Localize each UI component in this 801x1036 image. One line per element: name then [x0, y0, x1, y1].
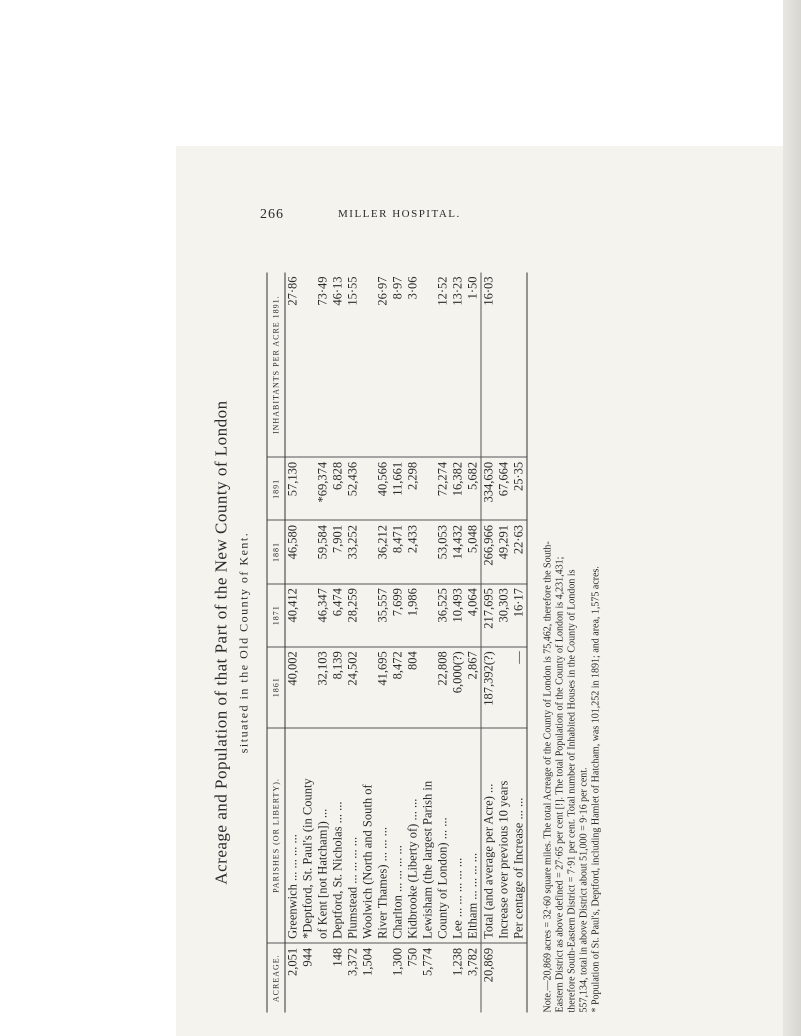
cell-density — [497, 273, 512, 458]
cell-y1881: 53,053 — [436, 520, 451, 583]
cell-density: 3·06 — [406, 273, 421, 458]
cell-y1861: 6,000(?) — [451, 647, 466, 728]
cell-parish: *Deptford, St. Paul's (in County — [301, 728, 316, 944]
cell-acreage: 944 — [300, 947, 315, 967]
cell-acreage — [512, 943, 528, 1012]
cell-y1861: 40,002 — [285, 647, 301, 728]
cell-density — [361, 273, 376, 458]
cell-parish: County of London) ... ... — [436, 728, 451, 944]
note-line: * Population of St. Paul's, Deptford, including Hamlet of Hatcham, was 101,252 in 1891; and area, 1,575 acres. — [590, 566, 602, 1013]
table-subtitle: situated in the Old County of Kent. — [236, 531, 251, 754]
cell-y1891: 57,130 — [285, 457, 301, 520]
running-header — [260, 207, 560, 225]
cell-y1891: *69,374 — [316, 457, 331, 520]
col-1861: 1861 — [267, 647, 285, 728]
table-body — [285, 273, 527, 1013]
table-row — [436, 273, 451, 1013]
cell-y1871: 1,986 — [406, 584, 421, 647]
cell-y1881 — [301, 520, 316, 583]
cell-y1871: 28,259 — [346, 584, 361, 647]
cell-density: 27·86 — [285, 273, 301, 458]
cell-density — [512, 273, 528, 458]
table-row — [346, 273, 361, 1013]
cell-y1871: 30,303 — [497, 584, 512, 647]
cell-acreage: 3,782 — [465, 947, 480, 977]
cell-parish: Deptford, St. Nicholas ... ... — [331, 728, 346, 944]
cell-y1861: 2,867 — [466, 647, 482, 728]
cell-acreage — [316, 943, 331, 1012]
cell-parish: River Thames) ... ... ... — [376, 728, 391, 944]
cell-y1891: 72,274 — [436, 457, 451, 520]
cell-density: 12·52 — [436, 273, 451, 458]
cell-y1871 — [301, 584, 316, 647]
cell-y1861: 22,808 — [436, 647, 451, 728]
cell-acreage: 3,372 — [345, 947, 360, 977]
cell-parish: Greenwich ... ... ... ... — [285, 728, 301, 944]
cell-y1871 — [361, 584, 376, 647]
cell-density: 73·49 — [316, 273, 331, 458]
table-row — [421, 273, 436, 1013]
cell-y1891 — [361, 457, 376, 520]
cell-y1861 — [497, 647, 512, 728]
col-1871: 1871 — [267, 584, 285, 647]
cell-acreage: 1,238 — [450, 947, 465, 977]
cell-parish: Plumstead ... ... ... ... — [346, 728, 361, 944]
cell-y1871: 6,474 — [331, 584, 346, 647]
cell-y1871: 46,347 — [316, 584, 331, 647]
cell-y1861 — [301, 647, 316, 728]
col-1881: 1881 — [267, 520, 285, 583]
cell-y1891: 2,298 — [406, 457, 421, 520]
cell-acreage — [436, 943, 451, 1012]
table-row — [497, 273, 512, 1013]
col-acreage: ACREAGE. — [267, 943, 285, 1012]
cell-y1861: 187,392(?) — [481, 647, 497, 728]
cell-density: 46·13 — [331, 273, 346, 458]
cell-y1891: 6,828 — [331, 457, 346, 520]
cell-y1891 — [301, 457, 316, 520]
table-row — [512, 273, 528, 1013]
cell-y1881 — [421, 520, 436, 583]
cell-y1871: 10,493 — [451, 584, 466, 647]
cell-parish: Charlton ... ... ... ... — [391, 728, 406, 944]
cell-acreage: 5,774 — [420, 947, 435, 977]
cell-acreage: 750 — [405, 947, 420, 967]
cell-y1881: 33,252 — [346, 520, 361, 583]
cell-y1881: 7,901 — [331, 520, 346, 583]
cell-y1891: 67,664 — [497, 457, 512, 520]
table-row — [376, 273, 391, 1013]
table-title — [211, 273, 255, 1013]
table-row — [316, 273, 331, 1013]
table-header-row — [267, 273, 285, 1013]
cell-parish: Lewisham (the largest Parish in — [421, 728, 436, 944]
cell-y1891: 40,566 — [376, 457, 391, 520]
cell-acreage: 2,051 — [285, 947, 300, 977]
cell-density: 8·97 — [391, 273, 406, 458]
running-head-title: MILLER HOSPITAL. — [338, 208, 461, 220]
cell-y1861: 32,103 — [316, 647, 331, 728]
cell-y1891: 16,382 — [451, 457, 466, 520]
cell-y1881: 46,580 — [285, 520, 301, 583]
cell-y1881: 2,433 — [406, 520, 421, 583]
cell-y1891: 52,436 — [346, 457, 361, 520]
table-row — [301, 273, 316, 1013]
page-edge — [783, 0, 801, 1036]
cell-y1891 — [421, 457, 436, 520]
table-row — [466, 273, 482, 1013]
cell-parish: Lee ... ... ... ... ... — [451, 728, 466, 944]
table-row — [406, 273, 421, 1013]
cell-y1881: 59,584 — [316, 520, 331, 583]
cell-acreage — [497, 943, 512, 1012]
table-title-main: Acreage and Population of that Part of the New County of London — [211, 400, 231, 885]
cell-parish: Total (and average per Acre) ... — [481, 728, 497, 944]
cell-y1871: 16·17 — [512, 584, 528, 647]
cell-parish: Eltham ... ... ... ... — [466, 728, 482, 944]
cell-y1871: 36,525 — [436, 584, 451, 647]
cell-acreage: 1,504 — [360, 947, 375, 977]
table-row — [285, 273, 301, 1013]
cell-y1861: — — [512, 647, 528, 728]
cell-y1871: 40,412 — [285, 584, 301, 647]
table-row — [331, 273, 346, 1013]
table-row — [451, 273, 466, 1013]
cell-y1861 — [421, 647, 436, 728]
cell-density — [421, 273, 436, 458]
cell-acreage: 1,300 — [390, 947, 405, 977]
cell-y1881 — [361, 520, 376, 583]
cell-parish: Per centage of Increase ... ... — [512, 728, 528, 944]
cell-y1861 — [361, 647, 376, 728]
cell-y1871: 217,695 — [481, 584, 497, 647]
col-parishes: PARISHES (OR LIBERTY). — [267, 728, 285, 944]
col-density: INHABITANTS PER ACRE 1891. — [267, 273, 285, 458]
cell-parish: Increase over previous 10 years — [497, 728, 512, 944]
cell-density: 15·55 — [346, 273, 361, 458]
cell-y1871: 4,064 — [466, 584, 482, 647]
cell-y1861: 8,472 — [391, 647, 406, 728]
col-1891: 1891 — [267, 457, 285, 520]
cell-y1881: 49,291 — [497, 520, 512, 583]
cell-acreage — [376, 943, 391, 1012]
cell-density: 26·97 — [376, 273, 391, 458]
note-line: therefore South-Eastern District = 7·91 per cent. Total number of Inhabited Houses in the County of London is — [566, 569, 578, 1013]
cell-density — [301, 273, 316, 458]
cell-parish: Kidbrooke (Liberty of) ... ... — [406, 728, 421, 944]
table-row — [361, 273, 376, 1013]
cell-y1891: 25·35 — [512, 457, 528, 520]
cell-y1871: 35,557 — [376, 584, 391, 647]
cell-y1881: 36,212 — [376, 520, 391, 583]
cell-y1871: 7,699 — [391, 584, 406, 647]
note-line: Eastern District as above defined = 27·65 per cent [!]. The total Population of the County of London is 4,231,431; — [554, 556, 566, 1013]
cell-y1881: 14,432 — [451, 520, 466, 583]
cell-parish: Woolwich (North and South of — [361, 728, 376, 944]
cell-y1881: 266,966 — [481, 520, 497, 583]
cell-y1891: 334,630 — [481, 457, 497, 520]
cell-y1861: 41,695 — [376, 647, 391, 728]
cell-parish: of Kent [not Hatcham]) ... — [316, 728, 331, 944]
cell-y1881: 5,048 — [466, 520, 482, 583]
cell-y1881: 8,471 — [391, 520, 406, 583]
cell-y1891: 5,682 — [466, 457, 482, 520]
cell-y1891: 11,661 — [391, 457, 406, 520]
table-row — [391, 273, 406, 1013]
cell-density: 1·50 — [466, 273, 482, 458]
cell-y1861: 8,139 — [331, 647, 346, 728]
cell-acreage: 148 — [330, 947, 345, 967]
cell-density: 13·23 — [451, 273, 466, 458]
cell-y1881: 22·63 — [512, 520, 528, 583]
note-line: Note.—20,869 acres = 32·60 square miles. The total Acreage of the County of London is 75,462, therefore the South- — [542, 541, 554, 1013]
table-row — [481, 273, 497, 1013]
cell-density: 16·03 — [481, 273, 497, 458]
page-number: 266 — [260, 207, 284, 222]
population-table — [267, 273, 528, 1013]
footnote — [543, 273, 603, 1013]
cell-y1861: 804 — [406, 647, 421, 728]
cell-y1871 — [421, 584, 436, 647]
cell-acreage: 20,869 — [481, 943, 497, 1012]
note-line: 557,134, total in above District about 51,000 = 9·16 per cent. — [578, 767, 590, 1013]
rotated-table-block — [211, 273, 606, 1013]
cell-y1861: 24,502 — [346, 647, 361, 728]
